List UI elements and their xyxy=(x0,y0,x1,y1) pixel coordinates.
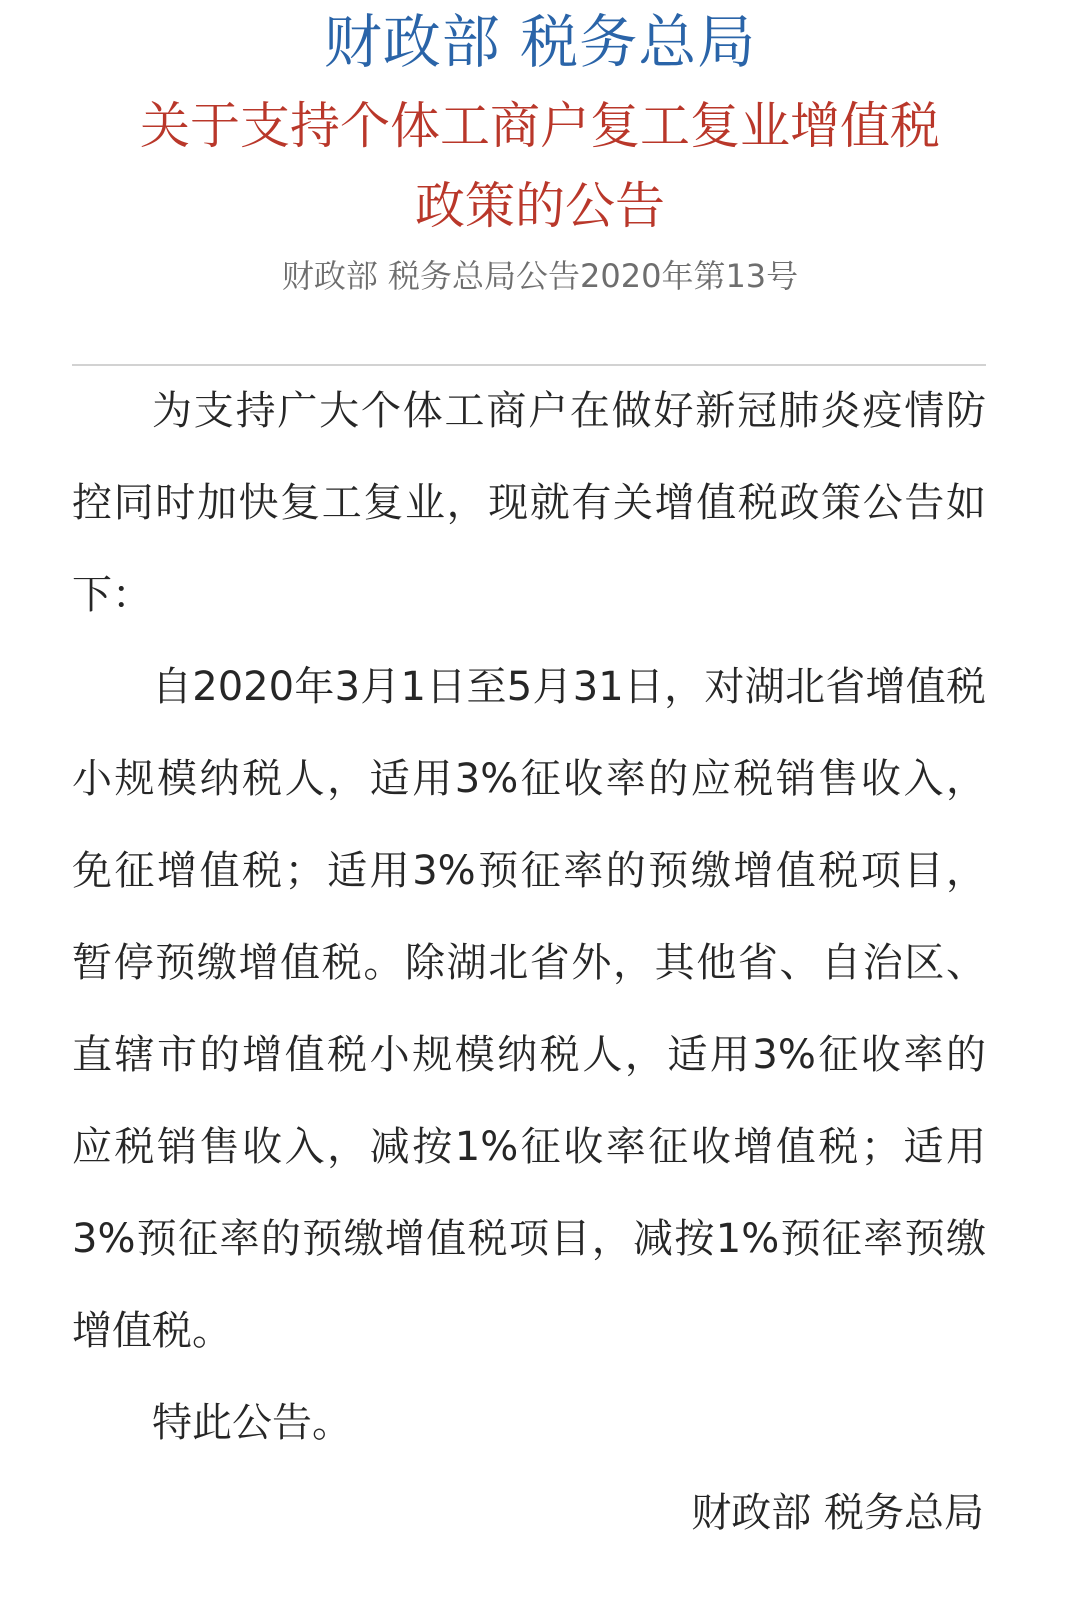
paragraph-2-line: 增值税。 xyxy=(72,1308,232,1354)
signature: 财政部 税务总局 xyxy=(691,1490,984,1536)
paragraph-2-line: 小规模纳税人，适用3%征收率的应税销售收入， xyxy=(72,756,986,802)
paragraph-1-line: 为支持广大个体工商户在做好新冠肺炎疫情防 xyxy=(152,388,986,434)
paragraph-2-line: 免征增值税；适用3%预征率的预缴增值税项目， xyxy=(72,848,986,894)
paragraph-2-line: 直辖市的增值税小规模纳税人，适用3%征收率的 xyxy=(72,1032,986,1078)
document-number: 财政部 税务总局公告2020年第13号 xyxy=(281,257,799,295)
announcement-title-line-1: 关于支持个体工商户复工复业增值税 xyxy=(140,97,940,155)
header-divider xyxy=(72,364,986,366)
paragraph-1-line: 控同时加快复工复业，现就有关增值税政策公告如 xyxy=(72,480,986,526)
paragraph-2-line: 应税销售收入，减按1%征收率征收增值税；适用 xyxy=(72,1124,986,1170)
announcement-title-line-2: 政策的公告 xyxy=(415,177,665,235)
paragraph-2-line: 暂停预缴增值税。除湖北省外，其他省、自治区、 xyxy=(72,940,986,986)
paragraph-2-line: 自2020年3月1日至5月31日，对湖北省增值税 xyxy=(152,664,986,710)
paragraph-1-line: 下： xyxy=(72,572,152,618)
issuer-title: 财政部 税务总局 xyxy=(323,8,757,76)
closing-statement: 特此公告。 xyxy=(152,1400,352,1446)
paragraph-2-line: 3%预征率的预缴增值税项目，减按1%预征率预缴 xyxy=(72,1216,986,1262)
